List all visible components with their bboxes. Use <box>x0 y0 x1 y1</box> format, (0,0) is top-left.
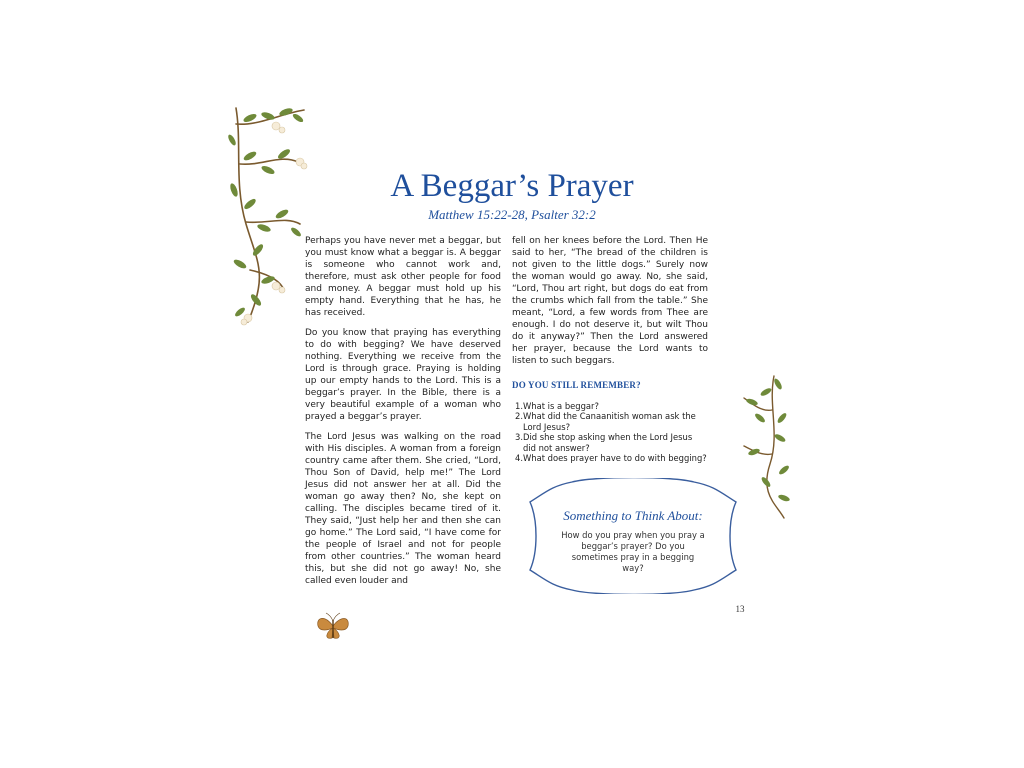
question-item <box>512 453 708 463</box>
page-title: A Beggar’s Prayer <box>390 168 634 204</box>
question-list <box>512 401 708 463</box>
question-text: What is a beggar? <box>523 401 599 411</box>
left-column <box>305 235 501 595</box>
right-column <box>512 235 708 463</box>
butterfly-illustration <box>314 612 352 642</box>
paragraph: The Lord Jesus was walking on the road with His disciples. A woman from a foreign country came after them. She cried, “Lord, Thou Son of David, help me!” The Lord Jesus did not answer her at all. Did the woman go away then? No, she kept on calling. The disciples became tired of it. They said, “Just help her and then she can go home.” The Lord said, “I have come for the people of Israel and not for people from other countries.” The woman heard this, but she did not go away! No, she called even louder and <box>305 432 501 586</box>
leaf-branch-illustration <box>740 374 794 520</box>
question-number: 3. <box>515 432 523 443</box>
question-text: What did the Canaanitish woman ask the Lord Jesus? <box>523 411 696 432</box>
question-text: Did she stop asking when the Lord Jesus did not answer? <box>523 432 693 453</box>
branch-stems <box>744 376 784 518</box>
remember-heading: DO YOU STILL REMEMBER? <box>512 380 641 390</box>
question-item <box>512 411 708 432</box>
question-number: 2. <box>515 411 523 422</box>
page-number: 13 <box>735 604 745 614</box>
think-about-callout <box>524 478 742 594</box>
question-number: 1. <box>515 401 523 411</box>
paragraph: fell on her knees before the Lord. Then He said to her, “The bread of the children is not given to the little dogs.” Surely now the woman would go away. No, she said, “Lord, Thou art right, but dogs do eat from the crumbs which fall from the table.” She meant, “Lord, a few words from Thee are enough. I do not deserve it, but wilt Thou do it anyway?” Then the Lord answered her prayer, because the Lord wants to listen to such beggars. <box>512 236 708 366</box>
scripture-reference: Matthew 15:22-28, Psalter 32:2 <box>428 207 596 222</box>
callout-title: Something to Think About: <box>563 508 703 523</box>
question-item <box>512 432 708 453</box>
callout-body: How do you pray when you pray a beggar’s prayer? Do you sometimes pray in a begging way? <box>561 530 705 573</box>
question-number: 4. <box>515 453 523 464</box>
branch-leaves <box>745 378 790 503</box>
paragraph: Do you know that praying has everything to do with begging? We have deserved nothing. Everything we receive from the Lord is through grace. Praying is holding up our empty hands to the Lord. This is a beggar’s prayer. In the Bible, there is a very beautiful example of a woman who prayed a beggar’s prayer. <box>305 328 501 422</box>
question-item <box>512 401 708 411</box>
question-text: What does prayer have to do with begging? <box>523 453 707 464</box>
paragraph: Perhaps you have never met a beggar, but you must know what a beggar is. A beggar is someone who cannot work and, therefore, must ask other people for food and money. A beggar must hold up his empty hand. Everything that he has, he has received. <box>305 236 501 318</box>
